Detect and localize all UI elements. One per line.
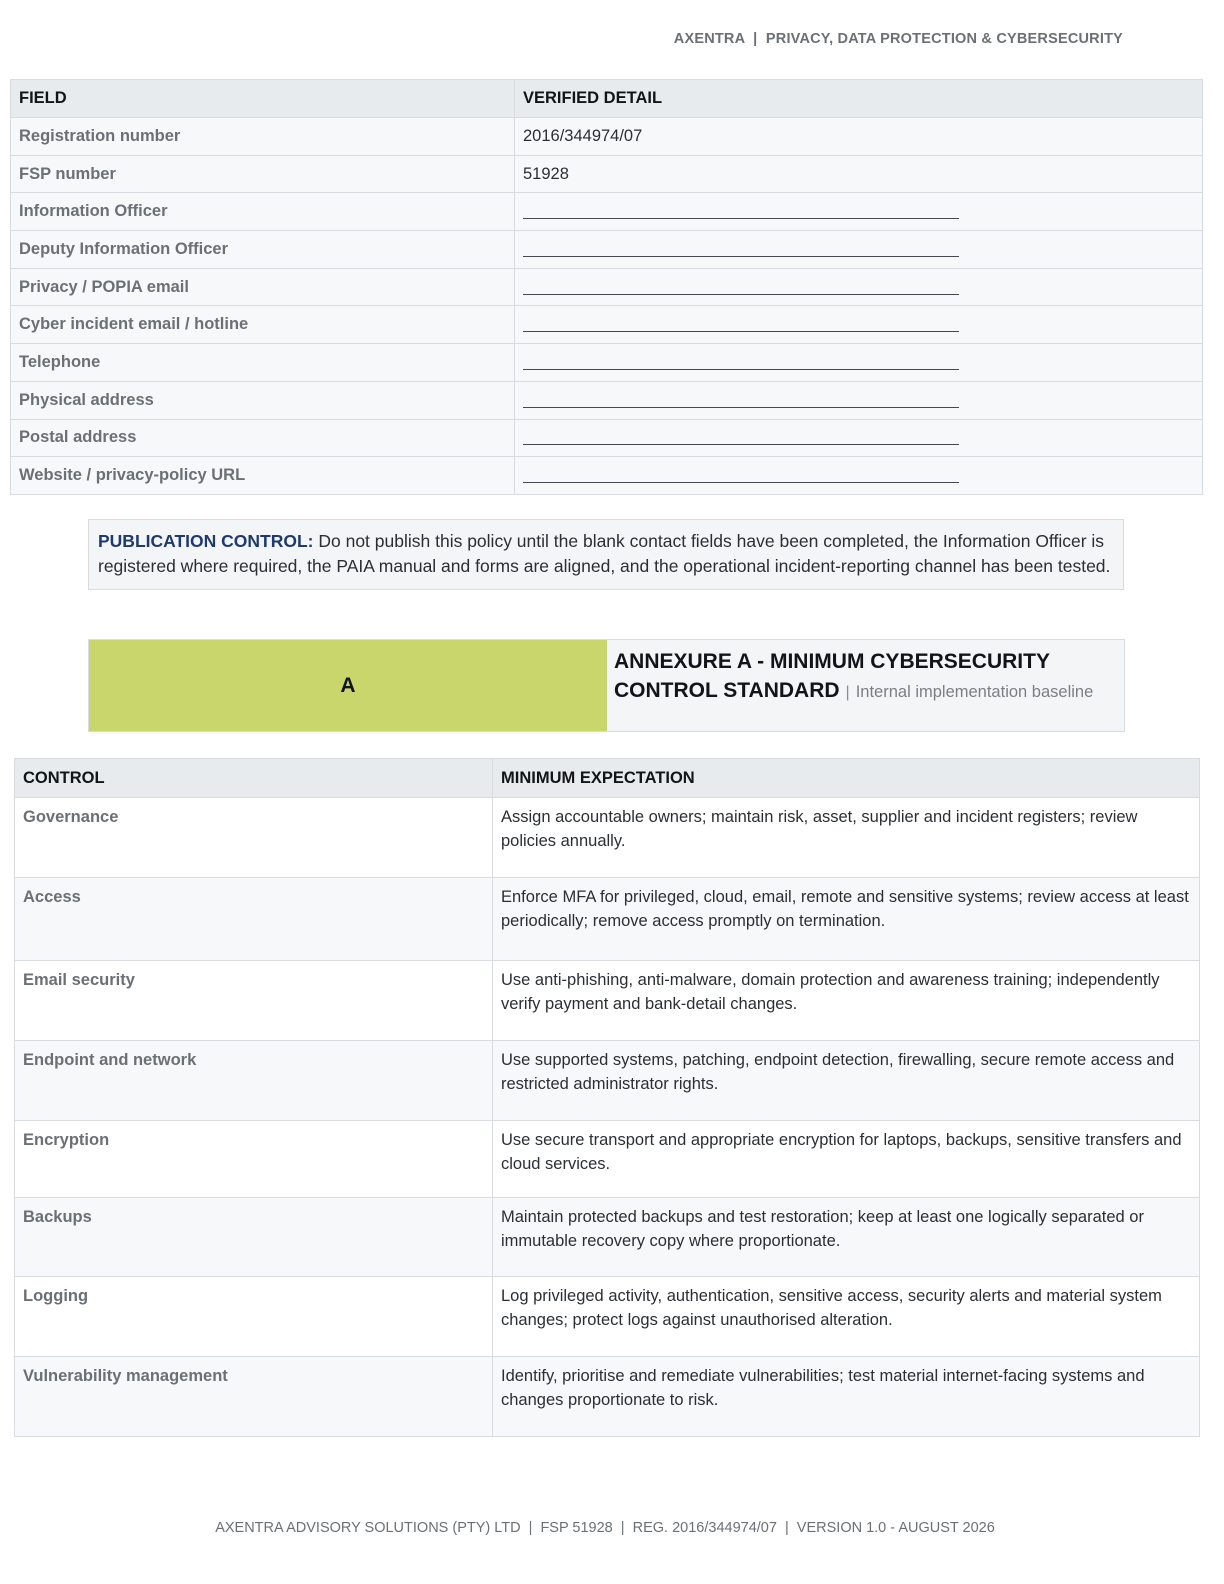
control-standard-table	[14, 758, 1200, 1437]
table-row	[11, 231, 1203, 269]
annexure-title-box	[607, 640, 1124, 731]
notice-text: Do not publish this policy until the blank contact fields have been completed, the Information Officer is registered where required, the PAIA manual and forms are aligned, and the operational incident-reporting channel has been tested.	[98, 531, 1111, 576]
field-label: Telephone	[11, 344, 515, 382]
table-row	[15, 798, 1200, 878]
blank-entry-line	[523, 317, 959, 332]
blank-entry-line	[523, 204, 959, 219]
annexure-banner	[88, 639, 1125, 732]
field-value-blank	[515, 268, 1203, 306]
column-header-control: CONTROL	[15, 759, 493, 798]
field-value-blank	[515, 457, 1203, 495]
field-label: Privacy / POPIA email	[11, 268, 515, 306]
table-row	[11, 155, 1203, 193]
table-row	[15, 1041, 1200, 1121]
control-label: Backups	[15, 1198, 493, 1277]
field-value-blank	[515, 193, 1203, 231]
table-row	[11, 419, 1203, 457]
publication-control-notice	[88, 519, 1124, 590]
table-row	[15, 1121, 1200, 1198]
table-row	[11, 193, 1203, 231]
control-label: Encryption	[15, 1121, 493, 1198]
table-row	[11, 457, 1203, 495]
annexure-separator: |	[845, 684, 850, 701]
table-row	[11, 381, 1203, 419]
control-expectation: Use secure transport and appropriate encryption for laptops, backups, sensitive transfers and cloud services.	[493, 1121, 1200, 1198]
page-header: AXENTRA | PRIVACY, DATA PROTECTION & CYBERSECURITY	[673, 31, 1123, 47]
field-value-blank	[515, 419, 1203, 457]
contact-details-table	[10, 79, 1203, 495]
field-label: FSP number	[11, 155, 515, 193]
control-expectation: Enforce MFA for privileged, cloud, email, remote and sensitive systems; review access at least periodically; remove access promptly on termination.	[493, 878, 1200, 961]
field-label: Deputy Information Officer	[11, 231, 515, 269]
table-row	[11, 118, 1203, 156]
control-expectation: Assign accountable owners; maintain risk, asset, supplier and incident registers; review policies annually.	[493, 798, 1200, 878]
field-label: Physical address	[11, 381, 515, 419]
field-label: Postal address	[11, 419, 515, 457]
field-label: Registration number	[11, 118, 515, 156]
table-header-row	[15, 759, 1200, 798]
control-expectation: Log privileged activity, authentication, sensitive access, security alerts and material system changes; protect logs against unauthorised alteration.	[493, 1277, 1200, 1357]
annexure-letter: A	[89, 640, 607, 731]
table-row	[15, 1357, 1200, 1437]
control-label: Email security	[15, 961, 493, 1041]
control-expectation: Identify, prioritise and remediate vulnerabilities; test material internet-facing systems and changes proportionate to risk.	[493, 1357, 1200, 1437]
blank-entry-line	[523, 430, 959, 445]
field-value-blank	[515, 231, 1203, 269]
control-label: Vulnerability management	[15, 1357, 493, 1437]
field-label: Website / privacy-policy URL	[11, 457, 515, 495]
field-value-blank	[515, 306, 1203, 344]
control-expectation: Use supported systems, patching, endpoint detection, firewalling, secure remote access and restricted administrator rights.	[493, 1041, 1200, 1121]
blank-entry-line	[523, 393, 959, 408]
blank-entry-line	[523, 242, 959, 257]
control-label: Logging	[15, 1277, 493, 1357]
table-header-row	[11, 80, 1203, 118]
control-expectation: Use anti-phishing, anti-malware, domain protection and awareness training; independently verify payment and bank-detail changes.	[493, 961, 1200, 1041]
control-label: Access	[15, 878, 493, 961]
table-row	[15, 961, 1200, 1041]
column-header-verified-detail: VERIFIED DETAIL	[515, 80, 1203, 118]
field-value: 2016/344974/07	[515, 118, 1203, 156]
annexure-subtitle: Internal implementation baseline	[855, 683, 1094, 701]
table-row	[11, 344, 1203, 382]
control-label: Governance	[15, 798, 493, 878]
page-footer: AXENTRA ADVISORY SOLUTIONS (PTY) LTD | FSP 51928 | REG. 2016/344974/07 | VERSION 1.0 - AUGUST 2026	[215, 1520, 995, 1536]
control-label: Endpoint and network	[15, 1041, 493, 1121]
blank-entry-line	[523, 355, 959, 370]
column-header-minimum-expectation: MINIMUM EXPECTATION	[493, 759, 1200, 798]
control-expectation: Maintain protected backups and test restoration; keep at least one logically separated or immutable recovery copy where proportionate.	[493, 1198, 1200, 1277]
table-row	[15, 878, 1200, 961]
column-header-field: FIELD	[11, 80, 515, 118]
table-row	[11, 306, 1203, 344]
annexure-title: ANNEXURE A - MINIMUM CYBERSECURITY CONTROL STANDARD	[614, 650, 1050, 702]
field-label: Information Officer	[11, 193, 515, 231]
table-row	[11, 268, 1203, 306]
field-value-blank	[515, 344, 1203, 382]
field-value-blank	[515, 381, 1203, 419]
field-label: Cyber incident email / hotline	[11, 306, 515, 344]
blank-entry-line	[523, 280, 959, 295]
notice-label: PUBLICATION CONTROL:	[98, 531, 314, 551]
table-row	[15, 1277, 1200, 1357]
table-row	[15, 1198, 1200, 1277]
field-value: 51928	[515, 155, 1203, 193]
blank-entry-line	[523, 468, 959, 483]
